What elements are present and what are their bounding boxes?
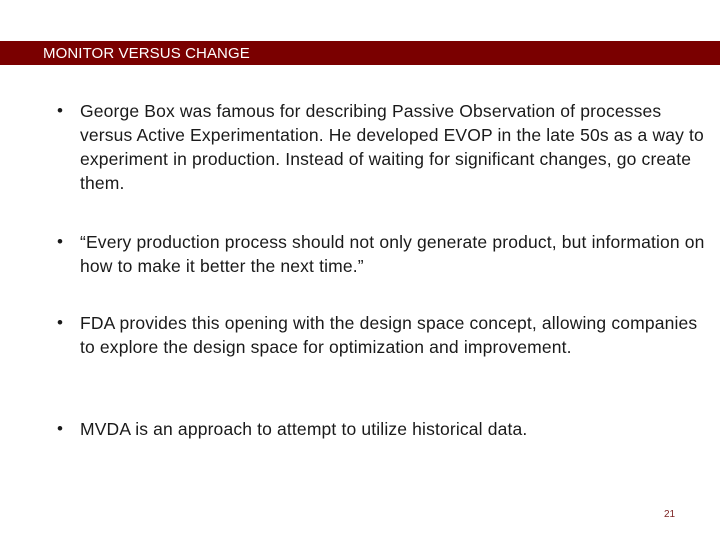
bullet-text-2: “Every production process should not only generate product, but information on how to make it better the next time.” — [80, 232, 705, 276]
bullet-marker: • — [57, 313, 63, 332]
bullet-marker: • — [57, 101, 63, 120]
bullet-text-4: MVDA is an approach to attempt to utilize historical data. — [80, 419, 528, 439]
bullet-marker: • — [57, 419, 63, 438]
slide-title: MONITOR VERSUS CHANGE — [43, 45, 250, 62]
page-number: 21 — [664, 509, 676, 520]
bullet-text-3: FDA provides this opening with the design space concept, allowing companies to explore the design space for optimization and improvement. — [80, 313, 698, 357]
bullet-text-1: George Box was famous for describing Passive Observation of processes versus Active Experimentation. He developed EVOP in the late 50s as a way to experiment in production. Instead of waiting for significant changes, go create them. — [80, 101, 704, 193]
bullet-marker: • — [57, 232, 63, 251]
